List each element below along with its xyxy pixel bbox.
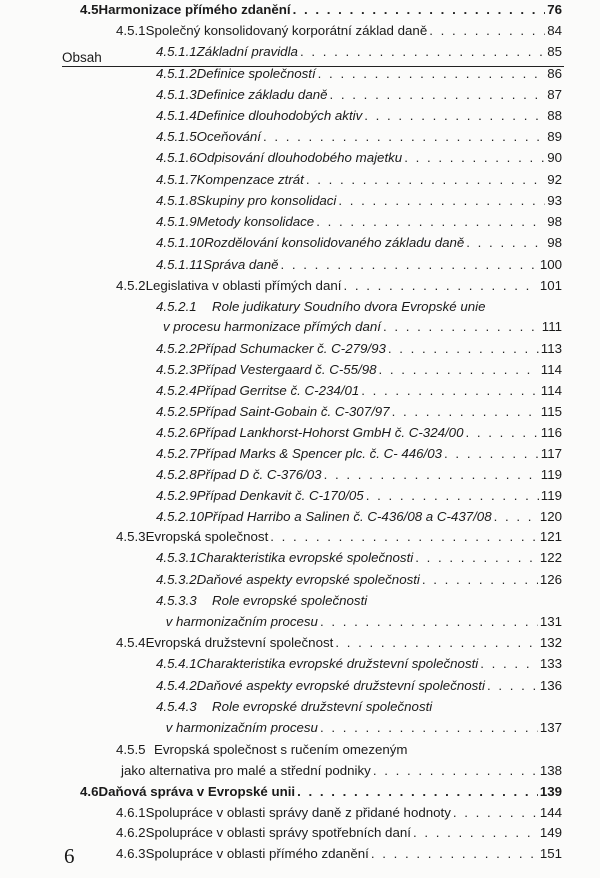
toc-entry-title: Případ Saint-Gobain č. C-307/97: [196, 404, 390, 419]
dot-leader: [335, 633, 538, 653]
toc-entry-title: Případ Schumacker č. C-279/93: [196, 341, 386, 356]
toc-entry[interactable]: [156, 402, 562, 422]
dot-leader: [466, 233, 545, 253]
dot-leader: [330, 85, 546, 105]
dot-leader: [480, 654, 538, 674]
toc-entry-page: 111: [541, 319, 562, 334]
toc-entry[interactable]: [156, 507, 562, 527]
toc-entry[interactable]: [156, 591, 562, 611]
toc-entry-number: 4.5.1.6: [156, 150, 197, 165]
toc-entry-title: Spolupráce v oblasti správy daně z přidané hodnoty: [145, 805, 451, 820]
toc-entry-title: Definice základu daně: [196, 87, 328, 102]
toc-entry[interactable]: [156, 423, 562, 443]
toc-entry-page: 122: [539, 550, 562, 565]
toc-entry-number: 4.5.5: [116, 742, 146, 757]
toc-entry[interactable]: [116, 21, 562, 41]
dot-leader: [338, 191, 545, 211]
toc-entry[interactable]: [156, 191, 562, 211]
dot-leader: [383, 317, 540, 337]
toc-entry-title: Spolupráce v oblasti správy spotřebních daní: [145, 825, 411, 840]
dot-leader: [320, 612, 538, 632]
toc-entry-title: Spolupráce v oblasti přímého zdanění: [145, 846, 369, 861]
dot-leader: [320, 718, 538, 738]
toc-entry-title: Legislativa v oblasti přímých daní: [145, 278, 342, 293]
toc-entry-title: Daňová správa v Evropské unii: [98, 784, 296, 799]
toc-entry-page: 121: [539, 529, 562, 544]
dot-leader: [297, 782, 538, 802]
toc-entry[interactable]: [156, 42, 562, 62]
toc-entry-page: 131: [539, 614, 562, 629]
toc-entry[interactable]: [116, 276, 562, 296]
toc-entry[interactable]: [156, 127, 562, 147]
toc-entry-title: Charakteristika evropské společnosti: [196, 550, 414, 565]
dot-leader: [280, 255, 537, 275]
toc-entry-title: jako alternativa pro malé a střední podniky: [120, 763, 371, 778]
toc-entry[interactable]: [116, 740, 562, 760]
toc-entry-page: 93: [547, 193, 562, 208]
toc-entry[interactable]: [156, 64, 562, 84]
toc-entry-title: Základní pravidla: [196, 44, 298, 59]
toc-entry-number: 4.6.3: [116, 846, 146, 861]
toc-entry-page: 151: [539, 846, 562, 861]
toc-entry-page: 114: [540, 362, 562, 377]
toc-entry-page: 133: [539, 656, 562, 671]
toc-entry-title: Rozdělování konsolidovaného základu daně: [204, 235, 465, 250]
toc-entry-title: Případ Lankhorst-Hohorst GmbH č. C-324/00: [196, 425, 464, 440]
toc-entry-title: Odpisování dlouhodobého majetku: [196, 150, 403, 165]
dot-leader: [453, 803, 538, 823]
toc-entry-number: 4.5.3.3: [156, 593, 197, 608]
toc-entry-page: 119: [540, 488, 562, 503]
toc-entry-page: 126: [539, 572, 562, 587]
toc-entry-number: 4.5.1.7: [156, 172, 197, 187]
toc-entry-number: 4.5.2.10: [156, 509, 205, 524]
toc-entry-page: 98: [547, 214, 562, 229]
toc-entry[interactable]: [116, 823, 562, 843]
dot-leader: [293, 0, 546, 20]
toc-entry-number: 4.5.3.2: [156, 572, 197, 587]
toc-entry-number: 4.5.2.5: [156, 404, 197, 419]
toc-entry-title: Případ Vestergaard č. C-55/98: [196, 362, 377, 377]
toc-entry-title: Role judikatury Soudního dvora Evropské unie: [212, 299, 486, 314]
toc-entry-title: Případ Marks & Spencer plc. č. C- 446/03: [196, 446, 443, 461]
toc-entry-page: 89: [547, 129, 562, 144]
toc-entry[interactable]: [156, 654, 562, 674]
toc-entry-title: Případ Gerritse č. C-234/01: [196, 383, 360, 398]
toc-entry[interactable]: [156, 85, 562, 105]
dot-leader: [404, 148, 545, 168]
toc-entry-title: v harmonizačním procesu: [165, 614, 318, 629]
toc-entry-number: 4.5.2.6: [156, 425, 197, 440]
running-header: Obsah: [62, 50, 102, 65]
toc-entry-number: 4.5.2.4: [156, 383, 197, 398]
toc-entry-title: Definice dlouhodobých aktiv: [196, 108, 363, 123]
toc-entry[interactable]: [116, 527, 562, 547]
dot-leader: [263, 127, 545, 147]
toc-entry-number: 4.5.4: [116, 635, 146, 650]
dot-leader: [487, 676, 538, 696]
dot-leader: [270, 527, 538, 547]
toc-entry-page: 144: [539, 805, 562, 820]
toc-entry[interactable]: [156, 465, 562, 485]
toc-entry-title: Role evropské společnosti: [212, 593, 368, 608]
dot-leader: [494, 507, 538, 527]
toc-entry-number: 4.5.1.10: [156, 235, 205, 250]
toc-entry[interactable]: [156, 148, 562, 168]
toc-entry-page: 85: [547, 44, 562, 59]
toc-entry-page: 138: [539, 763, 562, 778]
toc-entry-number: 4.5.1.2: [156, 66, 197, 81]
toc-entry-number: 4.5.3.1: [156, 550, 197, 565]
toc-entry-page: 87: [547, 87, 562, 102]
toc-entry-title: Evropská společnost s ručením omezeným: [154, 742, 408, 757]
toc-entry-number: 4.5.2.3: [156, 362, 197, 377]
toc-entry-page: 120: [539, 509, 562, 524]
toc-entry[interactable]: [156, 233, 562, 253]
toc-entry-page: 115: [540, 404, 562, 419]
dot-leader: [379, 360, 539, 380]
toc-entry-number: 4.5.2.8: [156, 467, 197, 482]
dot-leader: [300, 42, 545, 62]
toc-entry[interactable]: [156, 381, 562, 401]
toc-entry-page: 90: [547, 150, 562, 165]
toc-entry-number: 4.5: [80, 2, 99, 17]
toc-entry-number: 4.5.1: [116, 23, 146, 38]
toc-entry-title: Skupiny pro konsolidaci: [196, 193, 337, 208]
toc-entry-number: 4.5.4.1: [156, 656, 197, 671]
toc-entry-page: 100: [539, 257, 562, 272]
dot-leader: [392, 402, 539, 422]
toc-entry[interactable]: [156, 548, 562, 568]
toc-entry-title: Harmonizace přímého zdanění: [98, 2, 291, 17]
toc-entry[interactable]: [156, 612, 562, 632]
toc-entry[interactable]: [156, 676, 562, 696]
toc-entry[interactable]: [156, 297, 562, 317]
toc-entry-title: v procesu harmonizace přímých daní: [162, 319, 381, 334]
dot-leader: [373, 761, 538, 781]
toc-entry-page: 132: [539, 635, 562, 650]
page-number: 6: [64, 844, 75, 868]
toc-entry-number: 4.6.2: [116, 825, 146, 840]
toc-entry[interactable]: [156, 360, 562, 380]
dot-leader: [316, 212, 545, 232]
toc-entry-title: Případ Harribo a Salinen č. C-436/08 a C-437/08: [204, 509, 492, 524]
toc-entry-page: 101: [539, 278, 562, 293]
toc-entry-page: 114: [540, 383, 562, 398]
toc-entry-title: Kompenzace ztrát: [196, 172, 304, 187]
toc-entry[interactable]: [156, 486, 562, 506]
dot-leader: [364, 106, 545, 126]
toc-entry[interactable]: [156, 444, 562, 464]
toc-entry-title: Evropská družstevní společnost: [145, 635, 334, 650]
dot-leader: [343, 276, 537, 296]
toc-entry-page: 119: [540, 467, 562, 482]
toc-entry[interactable]: [156, 339, 562, 359]
dot-leader: [324, 465, 539, 485]
toc-entry-page: 139: [539, 784, 562, 799]
toc-entry-number: 4.5.1.11: [156, 257, 204, 272]
toc-entry-number: 4.5.2.2: [156, 341, 197, 356]
toc-entry-title: Případ Denkavit č. C-170/05: [196, 488, 364, 503]
toc-entry-title: Daňové aspekty evropské společnosti: [196, 572, 420, 587]
toc-entry-title: Případ D č. C-376/03: [196, 467, 322, 482]
toc-entry[interactable]: [156, 170, 562, 190]
toc-entry-number: 4.6.1: [116, 805, 146, 820]
toc-entry[interactable]: [116, 761, 562, 781]
toc-entry-title: Daňové aspekty evropské družstevní společnosti: [196, 678, 485, 693]
toc-entry[interactable]: [156, 718, 562, 738]
dot-leader: [318, 64, 546, 84]
dot-leader: [415, 548, 538, 568]
toc-entry[interactable]: [156, 697, 562, 717]
dot-leader: [306, 170, 545, 190]
toc-entry-number: 4.5.1.4: [156, 108, 197, 123]
dot-leader: [444, 444, 539, 464]
toc-entry-title: Správa daně: [203, 257, 279, 272]
toc-entry-page: 76: [547, 2, 562, 17]
toc-entry-number: 4.5.2.1: [156, 299, 197, 314]
toc-entry-page: 113: [540, 341, 562, 356]
dot-leader: [413, 823, 538, 843]
toc-entry-page: 136: [539, 678, 562, 693]
toc-entry[interactable]: [80, 0, 562, 20]
toc-entry[interactable]: [156, 570, 562, 590]
toc-entry-title: Definice společností: [196, 66, 316, 81]
toc-entry[interactable]: [156, 106, 562, 126]
toc-entry-title: Role evropské družstevní společnosti: [212, 699, 433, 714]
toc-entry-page: 137: [539, 720, 562, 735]
toc-entry-number: 4.5.4.3: [156, 699, 197, 714]
toc-entry[interactable]: [116, 844, 562, 864]
toc-entry[interactable]: [116, 803, 562, 823]
toc-entry-number: 4.5.1.9: [156, 214, 197, 229]
toc-entry-page: 116: [540, 425, 562, 440]
dot-leader: [371, 844, 538, 864]
toc-entry-page: 86: [547, 66, 562, 81]
toc-entry-number: 4.5.2.7: [156, 446, 197, 461]
dot-leader: [361, 381, 539, 401]
toc-entry-title: Metody konsolidace: [196, 214, 315, 229]
dot-leader: [366, 486, 539, 506]
dot-leader: [388, 339, 539, 359]
toc-entry[interactable]: [156, 212, 562, 232]
toc-entry-number: 4.5.2.9: [156, 488, 197, 503]
toc-entry-page: 117: [540, 446, 562, 461]
toc-entry-title: Evropská společnost: [145, 529, 269, 544]
toc-entry-page: 149: [539, 825, 562, 840]
toc-entry[interactable]: [156, 317, 562, 337]
toc-entry-title: v harmonizačním procesu: [165, 720, 318, 735]
dot-leader: [465, 423, 538, 443]
toc-entry-page: 98: [547, 235, 562, 250]
toc-entry-title: Společný konsolidovaný korporátní základ daně: [145, 23, 428, 38]
toc-entry-number: 4.5.4.2: [156, 678, 197, 693]
toc-entry-number: 4.5.1.1: [156, 44, 197, 59]
dot-leader: [429, 21, 545, 41]
toc-entry-page: 92: [547, 172, 562, 187]
toc-entry-title: Oceňování: [196, 129, 261, 144]
toc-entry-number: 4.5.2: [116, 278, 146, 293]
toc-entry[interactable]: [116, 633, 562, 653]
toc-entry-number: 4.6: [80, 784, 99, 799]
toc-entry[interactable]: [156, 255, 562, 275]
toc-entry-page: 88: [547, 108, 562, 123]
toc-entry-number: 4.5.3: [116, 529, 146, 544]
toc-entry-title: Charakteristika evropské družstevní společnosti: [196, 656, 479, 671]
dot-leader: [422, 570, 538, 590]
toc-entry[interactable]: [80, 782, 562, 802]
toc-entry-number: 4.5.1.3: [156, 87, 197, 102]
toc-entry-number: 4.5.1.5: [156, 129, 197, 144]
toc-entry-page: 84: [547, 23, 562, 38]
toc-entry-number: 4.5.1.8: [156, 193, 197, 208]
